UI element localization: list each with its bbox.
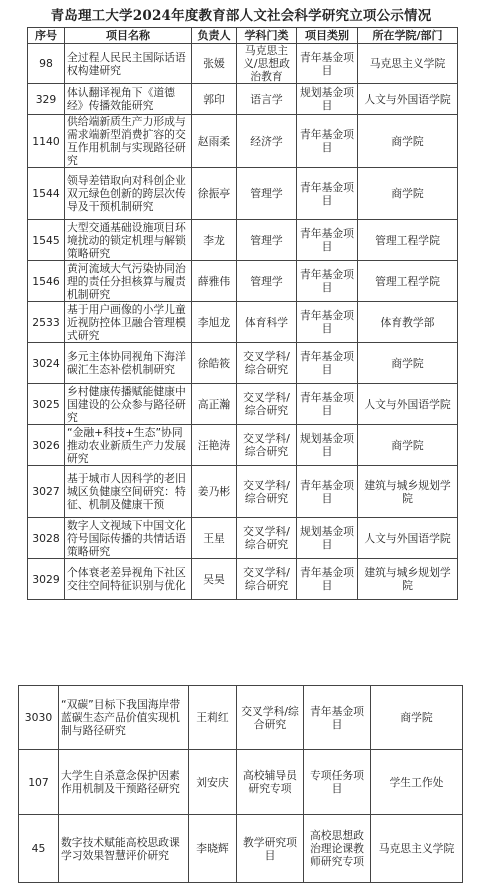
column-header-subject-category: 学科门类 [237, 28, 297, 44]
project-type-cell: 青年基金项目 [297, 220, 358, 261]
department-cell: 商学院 [358, 343, 458, 384]
project-leader-cell: 王星 [192, 518, 237, 559]
project-type-cell: 青年基金项目 [297, 261, 358, 302]
project-leader-cell: 汪艳涛 [192, 425, 237, 466]
table-row [28, 384, 458, 425]
project-type-cell: 青年基金项目 [297, 44, 358, 84]
row-number-cell: 45 [19, 815, 59, 883]
project-type-cell: 青年基金项目 [297, 115, 358, 168]
department-cell: 人文与外国语学院 [358, 84, 458, 115]
department-cell: 商学院 [358, 115, 458, 168]
project-leader-cell: 李旭龙 [192, 302, 237, 343]
table-row [28, 84, 458, 115]
project-type-cell: 青年基金项目 [297, 466, 358, 518]
project-leader-cell: 张媛 [192, 44, 237, 84]
project-name-cell: 多元主体协同视角下海洋碳汇生态补偿机制研究 [65, 343, 192, 384]
project-leader-cell: 徐皓筱 [192, 343, 237, 384]
column-header-project-leader: 负责人 [192, 28, 237, 44]
table-row [28, 302, 458, 343]
project-leader-cell: 李龙 [192, 220, 237, 261]
project-name-cell: 数字人文视域下中国文化符号国际传播的共情话语策略研究 [65, 518, 192, 559]
project-name-cell: 大型交通基础设施项目环境扰动的锁定机理与解锁策略研究 [65, 220, 192, 261]
page-title: 青岛理工大学2024年度教育部人文社会科学研究立项公示情况 [50, 8, 432, 24]
row-number-cell: 3030 [19, 686, 59, 750]
project-table-continued [18, 685, 463, 883]
table-header-row [28, 28, 458, 44]
project-type-cell: 规划基金项目 [297, 425, 358, 466]
project-name-cell: 领导差错取向对科创企业双元绿色创新的跨层次传导及干预机制研究 [65, 168, 192, 220]
table-row [28, 168, 458, 220]
table-row [28, 220, 458, 261]
department-cell: 体育教学部 [358, 302, 458, 343]
project-name-cell: 数字技术赋能高校思政课学习效果智慧评价研究 [59, 815, 189, 883]
project-type-cell: 青年基金项目 [304, 686, 371, 750]
project-leader-cell: 赵雨柔 [192, 115, 237, 168]
row-number-cell: 1544 [28, 168, 65, 220]
column-header-row-number: 序号 [28, 28, 65, 44]
row-number-cell: 1140 [28, 115, 65, 168]
row-number-cell: 3025 [28, 384, 65, 425]
table-row [28, 115, 458, 168]
subject-category-cell: 交叉学科/综合研究 [237, 425, 297, 466]
project-type-cell: 青年基金项目 [297, 302, 358, 343]
table-row [28, 44, 458, 84]
table-row [28, 518, 458, 559]
department-cell: 人文与外国语学院 [358, 384, 458, 425]
subject-category-cell: 经济学 [237, 115, 297, 168]
project-type-cell: 青年基金项目 [297, 384, 358, 425]
row-number-cell: 1545 [28, 220, 65, 261]
table-row [28, 343, 458, 384]
project-leader-cell: 郭印 [192, 84, 237, 115]
project-leader-cell: 薛雅伟 [192, 261, 237, 302]
subject-category-cell: 体育科学 [237, 302, 297, 343]
project-name-cell: 大学生自杀意念保护因素作用机制及干预路径研究 [59, 750, 189, 815]
subject-category-cell: 管理学 [237, 261, 297, 302]
subject-category-cell: 语言学 [237, 84, 297, 115]
project-leader-cell: 高正瀚 [192, 384, 237, 425]
subject-category-cell: 交叉学科/综合研究 [237, 518, 297, 559]
project-name-cell: 乡村健康传播赋能健康中国建设的公众参与路径研究 [65, 384, 192, 425]
project-name-cell: 基于用户画像的小学儿童近视防控体卫融合管理模式研究 [65, 302, 192, 343]
department-cell: 建筑与城乡规划学院 [358, 466, 458, 518]
subject-category-cell: 高校辅导员研究专项 [237, 750, 304, 815]
row-number-cell: 1546 [28, 261, 65, 302]
row-number-cell: 3027 [28, 466, 65, 518]
department-cell: 管理工程学院 [358, 261, 458, 302]
table-row [28, 559, 458, 600]
project-leader-cell: 李晓辉 [189, 815, 237, 883]
table-row [28, 261, 458, 302]
subject-category-cell: 管理学 [237, 168, 297, 220]
project-name-cell: 个体衰老差异视角下社区交往空间特征识别与优化 [65, 559, 192, 600]
table-row [19, 686, 463, 750]
project-type-cell: 规划基金项目 [297, 518, 358, 559]
department-cell: 建筑与城乡规划学院 [358, 559, 458, 600]
department-cell: 学生工作处 [371, 750, 463, 815]
project-type-cell: 青年基金项目 [297, 168, 358, 220]
department-cell: 马克思主义学院 [371, 815, 463, 883]
table-row [19, 815, 463, 883]
table-row [19, 750, 463, 815]
project-leader-cell: 王莉红 [189, 686, 237, 750]
project-type-cell: 青年基金项目 [297, 559, 358, 600]
project-type-cell: 高校思想政治理论课教师研究专项 [304, 815, 371, 883]
subject-category-cell: 交叉学科/综合研究 [237, 384, 297, 425]
department-cell: 商学院 [371, 686, 463, 750]
subject-category-cell: 教学研究项目 [237, 815, 304, 883]
department-cell: 管理工程学院 [358, 220, 458, 261]
subject-category-cell: 交叉学科/综合研究 [237, 343, 297, 384]
project-leader-cell: 吴昊 [192, 559, 237, 600]
row-number-cell: 2533 [28, 302, 65, 343]
project-leader-cell: 刘安庆 [189, 750, 237, 815]
row-number-cell: 107 [19, 750, 59, 815]
table-row [28, 466, 458, 518]
subject-category-cell: 管理学 [237, 220, 297, 261]
department-cell: 商学院 [358, 168, 458, 220]
project-name-cell: “双碳”目标下我国海岸带蓝碳生态产品价值实现机制与路径研究 [59, 686, 189, 750]
row-number-cell: 98 [28, 44, 65, 84]
column-header-project-type: 项目类别 [297, 28, 358, 44]
subject-category-cell: 马克思主义/思想政治教育 [237, 44, 297, 84]
project-leader-cell: 徐振亭 [192, 168, 237, 220]
row-number-cell: 3028 [28, 518, 65, 559]
row-number-cell: 3029 [28, 559, 65, 600]
subject-category-cell: 交叉学科/综合研究 [237, 559, 297, 600]
project-type-cell: 专项任务项目 [304, 750, 371, 815]
project-type-cell: 规划基金项目 [297, 84, 358, 115]
subject-category-cell: 交叉学科/综合研究 [237, 686, 304, 750]
project-name-cell: 基于城市人因科学的老旧城区负健康空间研究：特征、机制及健康干预 [65, 466, 192, 518]
project-table [27, 27, 458, 600]
project-name-cell: “金融+科技+生态”协同推动农业新质生产力发展研究 [65, 425, 192, 466]
project-leader-cell: 姜乃彬 [192, 466, 237, 518]
column-header-department: 所在学院/部门 [358, 28, 458, 44]
row-number-cell: 329 [28, 84, 65, 115]
department-cell: 马克思主义学院 [358, 44, 458, 84]
department-cell: 商学院 [358, 425, 458, 466]
table-row [28, 425, 458, 466]
project-name-cell: 黄河流域大气污染协同治理的责任分担核算与履责机制研究 [65, 261, 192, 302]
project-name-cell: 全过程人民民主国际话语权构建研究 [65, 44, 192, 84]
department-cell: 人文与外国语学院 [358, 518, 458, 559]
project-name-cell: 供给端新质生产力形成与需求端新型消费扩容的交互作用机制与实现路径研究 [65, 115, 192, 168]
column-header-project-name: 项目名称 [65, 28, 192, 44]
project-name-cell: 体认翻译视角下《道德经》传播效能研究 [65, 84, 192, 115]
subject-category-cell: 交叉学科/综合研究 [237, 466, 297, 518]
project-type-cell: 青年基金项目 [297, 343, 358, 384]
row-number-cell: 3024 [28, 343, 65, 384]
row-number-cell: 3026 [28, 425, 65, 466]
